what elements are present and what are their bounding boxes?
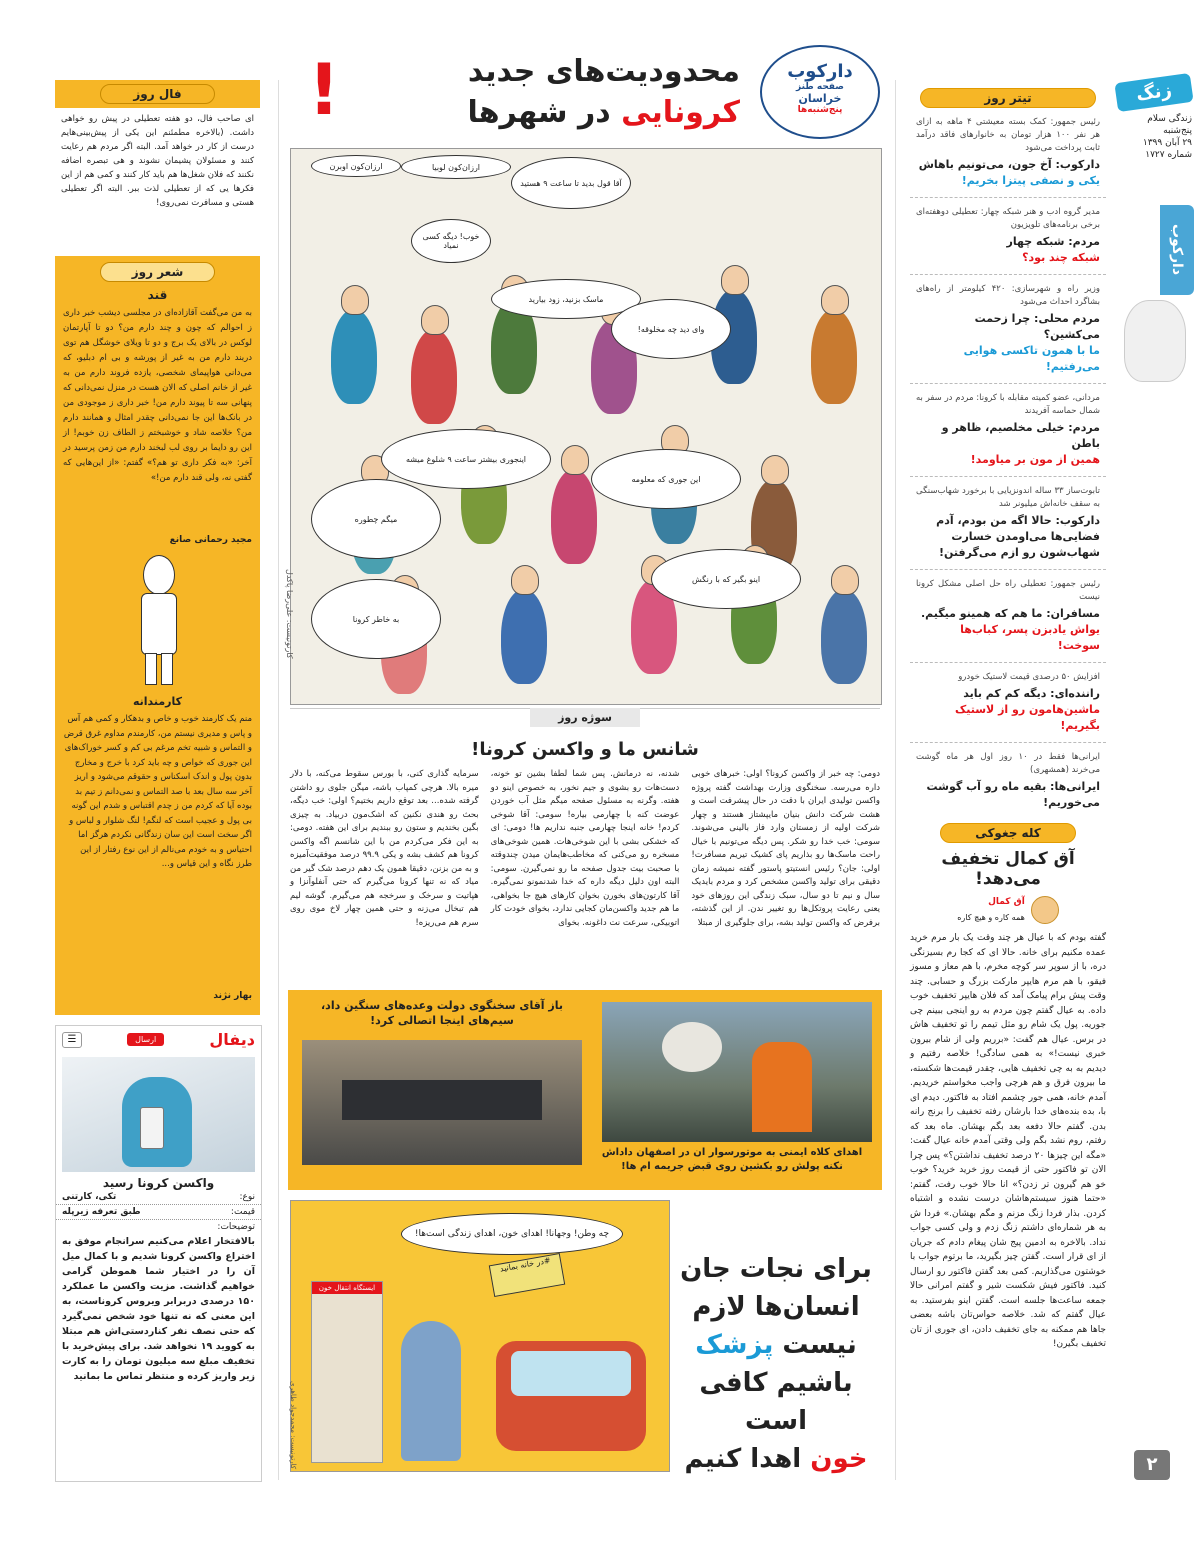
masthead-logo: زنگ [1114,73,1193,112]
transfusion-station: ایستگاه انتقال خون [311,1281,383,1463]
speech-bubble: اینو بگیر که با رنگش [651,549,801,609]
menu-icon[interactable]: ☰ [62,1032,82,1048]
titr-item-news: رئیس جمهور: کمک بسته معیشتی ۴ ماهه به ازای هر نفر ۱۰۰ هزار تومان به خانوارهای فاقد درآمد ثابت پرداخت می‌شود [916,117,1100,153]
speech-bubble: خوب! دیگه کسی نمیاد [411,219,491,263]
column-divider [278,80,279,1480]
speech-bubble: ارزان‌کون اوبرن [311,155,401,177]
headline-exclaim: ! [308,49,340,131]
soozeh-col2: شدنه، نه درمانش. پس شما لطفا بشین تو خونه، دست‌هات رو بشوی و جیم نخور، به خصوص اینو دو هفته. وگرنه به مسئول صفحه میگم مثل آب خوردن عوضت کنه با چهارمی بیاره! سومی: آقا شوخی کردم! خانه اینجا چهارمی جنبه نداریم ها! دومی: ای که خشکی بشی با این شوخی‌هات. همین شوخی‌های مسخره رو می‌کنی که مخاطب‌هایمان میدن چندوقته با صحبت بیت جدول صفحه ما رو نمی‌گیرن. سومی: البته اون دلیل دیگه داره که خدا شدنمونو نمی‌گیره. آقا کارتون‌های بخورن بخوان کارهای هیچ جا بخواهی، ما هم جدید واکسن‌مان کجایی ندارد، بخوای خودت کار اتوبیکی، سرعت نت داغونه. بخوای [490,769,680,928]
issue-info: زندگی سلام پنج‌شنبه ۲۹ آبان ۱۳۹۹ شماره ۱۷۲۷ [1142,114,1192,160]
karmandaneh-poet: بهار نژند [213,991,252,1001]
titr-item-reply: مردم محلی: چرا زحمت می‌کشین؟ [974,312,1100,341]
titr-item-reply: ایرانی‌ها: بقیه ماه رو آب گوشت [926,780,1100,793]
titr-item-reply-highlight: یواش یادبزن پسر، کباب‌ها سوخت! [960,623,1100,652]
ad-brand: دیفال [209,1030,255,1049]
titr-item-news: مردانی، عضو کمیته مقابله با کرونا: مردم در سفر به شمال حماسه آفریدند [916,393,1100,416]
headline-block [290,40,880,140]
doctor-figure [401,1321,461,1461]
mask-icon [1124,300,1186,382]
poem-body: به من می‌گفت آقازاده‌ای در مجلسی دیشب خبر داری ز احوالم که چون و چند دارم من؟ دو تا آپارتمان لوکس در بالای یک برج و دو تا ویلای خوشگل هم توی دربند دارم من به غیر از پورشه و بی ام دبلیو، که می‌دانی هواپیمای شخصی، یازده فروند دارم من به غیر از خانم اصلی که الان هست در منزل نمی‌دانی که پنهانی سه تا پیوند دارم من! خبر داری ز موجودی من در بانک‌ها این جا نمی‌دانی چقدر امثال و همانند دارم من؟ خلاصه شاد و خوشبختم ز الطاف زن خوبم! از این رو دایما بر روی لب لبخند دارم من زمن پرسید در آخر: «به فکر داری تو هم؟» گفتم: «از این‌هایی که گفتی نه، ولی قند دارم من!» [63,308,252,483]
titr-separator [910,569,1106,570]
ad-product: واکسن کرونا رسید [102,1176,215,1190]
cartoon-credit: کارتونیست: علی‌رضا پاکدل [285,569,294,659]
column-divider [895,80,896,1480]
titr-item-news: افزایش ۵۰ درصدی قیمت لاستیک خودرو [958,672,1100,682]
titr-item-reply-highlight: ما با همون تاکسی هوایی می‌رفتیم! [963,344,1100,373]
cartoon-figure [551,469,597,564]
titr-item-reply: مسافران: ما هم که همینو میگیم. [920,607,1100,620]
ad-send-badge[interactable]: ارسال [127,1033,164,1046]
top-cartoon [285,148,882,705]
cartoon-head [721,265,749,295]
titr-item-news: وزیر راه و شهرسازی: ۴۲۰ کیلومتر از راه‌های بشاگرد احداث می‌شود [916,284,1100,307]
soozeh-col3: سرمایه گذاری کنی، با بورس سقوط می‌کنه، با دلار میره بالا. هرچی کمپاب باشه، میگن جلوی رو داشتن گرفته شده... بعد توقع داریم بختیم؟ اولی: خب دیگه، بحث رو هندی نکنین که اشک‌مون دربیاد. به چیزی بگین بخندیم و ستون رو ببندیم برای این هفته. دومی: به این فکر می‌کردم من با این شانسم اگه واکسن کرونا هم کشف بشه و یکی ۹۹.۹ درصد موفقیت‌آمیزه و به من بزنن، دقیقا همون یک دهم درصد شک گیر من میاد که نه تنها کرونا می‌گیرم که حتی آنفلوآنزا و هپاتیت و سرخک و سرخجه هم می‌گیرم. گوشه لیم هم تبخال می‌زنه و حتی همین چهار لاخ موی روی سرم هم می‌ریزه! [289,769,479,928]
section-tab-darkoob[interactable]: دارکوب [1160,205,1194,295]
soozeh-section [290,708,880,978]
speech-bubble: به خاطر کرونا [311,579,441,659]
ad-desc-label: توضیحات: [217,1222,255,1232]
kaleh-author: آق کمال [988,897,1025,907]
titr-item [910,114,1106,191]
left-yellow-column [55,80,260,1015]
speech-bubble: میگم چطوره [311,479,441,559]
photo-right [602,1002,872,1142]
cartoon-head [831,565,859,595]
speech-bubble: ماسک بزنید، زود بیارید [491,279,641,319]
poem-title: قند [147,288,168,302]
speech-bubble: اینجوری بیشتر ساعت ۹ شلوغ میشه [381,429,551,489]
titr-separator [910,742,1106,743]
cartoon-head [561,445,589,475]
titr-item [910,483,1106,563]
titr-item-news: رئیس جمهور: تعطیلی راه حل اصلی مشکل کرونا نیست [916,579,1100,602]
headline-part2: در شهرها [467,95,611,130]
titr-item-reply-highlight: ماشین‌هامون رو از لاستیک بگیریم! [954,703,1100,732]
caption-right: اهدای کلاه ایمنی به موتورسوار ان در اصفهان داداش نکنه پولش رو بکشین روی قبض جریمه ام ها! [601,1147,863,1172]
cartoon-figure [411,329,457,424]
soozeh-col1: دومی: چه خبر از واکسن کرونا؟ اولی: خبرهای خوبی داره می‌رسه. سخنگوی وزارت بهداشت گفته پروژه واکسن تولیدی ایران با دقت در حال پیشرفت است و هشت شرکت دانش بنیان مایپشتاز هستند و چهار شرکت اولیه از زمستان وارد فاز بالینی می‌شوند. سومی: خب خدا رو شکر. پس دیگه می‌تونیم با خیال راحت ماسک‌ها رو بذاریم پای کشیک تیریم مسافرت! اولی: جان؟ رئیس انستیتو پاستور گفته نمیشه زمان دقیقی برای تولید واکسن مشخص کرد و مردم بایدیک سال و نیم تا دو سال، سبک زندگی این روزهای خود یعنی رعایت پروتکل‌ها رو تغییر ندن. از این گذشته، برفرض که واکسن تولید بشه، برای جلوگیری از مبتلا [691,769,880,928]
titr-item [910,669,1106,736]
titr-item-reply-highlight: می‌خوریم! [1043,796,1100,809]
author-avatar [1031,896,1059,924]
ad-box [55,1025,262,1482]
ad-price-value: طبق تعرفه زیرپله [62,1207,141,1217]
speech-bubble: این جوری که معلومه [591,449,741,509]
titr-item-reply: مردم: خیلی مخلصیم، ظاهر و باطن [941,421,1100,450]
titr-item [910,390,1106,470]
darkoob-badge: دارکوب صفحه طنز خراسان پنج‌شنبه‌ها [760,45,880,139]
fal-header: فال روز [100,84,215,104]
speech-bubble: آقا قول بدید تا ساعت ۹ هستید [511,157,631,209]
titr-item-news: ایرانی‌ها فقط در ۱۰ روز اول هر ماه گوشت می‌خرند (همشهری) [916,752,1101,775]
titr-item-reply-highlight: شهاب‌شون رو ازم می‌گرفتن! [939,546,1100,559]
titr-item [910,576,1106,656]
titr-rooz-header: تیتر روز [920,88,1096,108]
cartoon-head [421,305,449,335]
cartoon-figure [501,589,547,684]
ad-type-value: تکی، کارتنی [62,1192,117,1202]
titr-separator [910,662,1106,663]
titr-separator [910,383,1106,384]
titr-item-reply: مردم: شبکه چهار [1006,235,1100,248]
blood-credit: کارتونیست: محمدجواد طاهری [289,1381,297,1470]
kaleh-author-sub: همه کاره و هیچ کاره [957,913,1025,922]
cartoon-figure [811,309,857,404]
titr-item-reply-highlight: یکی و نصفی پیتزا بخریم! [961,174,1100,187]
titr-item-reply-highlight: شبکه چند بود؟ [1022,251,1100,264]
titr-separator [910,274,1106,275]
kaleh-header: کله جغوکی [940,823,1076,843]
masthead [1116,78,1192,161]
karmandaneh-title: کارمندانه [132,695,183,708]
speech-bubble: ارزان‌کون لوبیا [401,155,511,179]
photo-left [302,1040,582,1165]
sher-header: شعر روز [100,262,215,282]
ad-desc: بالافتخار اعلام می‌کنیم سرانجام موفق به اختراع واکسن کرونا شدیم و با کمال میل آن را در اختیار شما هموطن گرامی خواهیم گذاشت. مزیت واکسن ما عملکرد ۱۵۰ درصدی دربرابر ویروس کروناست، به این معنی که نه تنها خود شخص نمی‌گیرد که حتی نصف نفر کناردستی‌اش هم مبتلا به کووید ۱۹ نخواهد شد. برای پیش‌خرید با تخفیف مبلغ سه میلیون تومان را به کارت زیر واریز کرده و منتظر تماس ما بمانید [62,1236,255,1382]
titr-item-reply: دارکوب: حالا اگه من بودم، آدم فضایی‌ها می‌اومدن خسارت [936,514,1100,543]
page-number: ۲ [1134,1450,1170,1480]
blood-cartoon [290,1200,670,1472]
titr-rooz-column [910,80,1106,1506]
clerk-illustration [123,555,193,685]
blood-slogan: برای نجات جان انسان‌ها لازم نیست پزشک باشیم کافی است خون اهدا کنیم [680,1254,872,1474]
karmandaneh-body: منم یک کارمند خوب و خاص و بدهکار و کمی هم آس و پاس و مدیری نیستم من، کارمندم مداوم غرق قرض و التماس و شبیه تخم مرغم بی کم و کسر خوراک‌های این جوری که خواص و چه باید کرد با خرج و مخارج بدون پول و اندک اسکناس و حقوقم می‌شود و اریز آخر سه سال بعد با صد التماس و نمی‌دانم ز تیم بد بوده آیا که کردم من ز چدم اقتباس و شدم این گونه بی پول و عجیب است که لنگم! لنگ شلوار و لباس و اگر سخت است این سان زندگانی نکردم هرگز اما احتیاس و به خودم می‌نالم از این نوع رفتار از این طرز نگاه و این قیاس و... [63,714,252,869]
titr-item [910,749,1106,813]
cartoon-banner: #در خانه بمانید [489,1253,565,1297]
kaleh-body: گفته بودم که با عیال هر چند وقت یک بار مرم خرید عمده مکنیم برای خانه. حالا ای که کجا رم بسیزنگی دره، با از سوپر سر کوچه مخرم، با هم معاز و مسوز فیقو، با هم مرم هایپر مارکت بزرگ و حسابی. چند وقت پیش برام پیامک آمد که فلان هایپر تخفیف خوب داده. به عیال گفتم چون مردم به رو اینجی ببینم چی جوریه. پول یک شام رو مثل تیمم را تو تخفیف هاش در برس. عیال هم گفت: «برریم ولی از شام بیرون خبری نیست!» به همی سادگی! خلاصه رفتیم و دیدیم به به چی تخفیف هایی، چقدر قیمت‌ها شکسته، ما بیرون فرق و هم هرچی واجب مخواستم خریدیم. آمدم خانه، همی جور چشمم افتاد به فاکتور. دیدم ای با، بده بنده‌های خدا بارشان رفته تخفیف را برنج رانه بدن. گفتم حالا دفعه بعد بگم بهشان. ماه بعد که رفتم، روم نشد بگم ولی وقتی آمدم خانه عیال گفت: «مگه این چیزها ۲۰ درصد تخفیف نداشتن؟» پس چرا الان تو فاکتور حتی از قیمت روز خرید خرید؟ خوب خو هم گیرون تر زدن؟» انا حالا خوب رفت، گفتم: «حتما هنوز سیستم‌هاشان درست نشده و اشتباه کردن. بذار فردا زنگ مزنم و مگم بهشان.» فردا ش به هر شماره‌ای داشتم زنگ زدم و ولی کسی جواب نداد. بالاخره به ادمین پیج شان پیغام دادم که جریان از ای قرار است. گفتن چیز بگیرید، ما برتوم جواب با خوشتون می‌گذاریم. کمی بعد گفتن فاکتور رو ارسال کنید. فاکتور فیش شکست شیر و گفتم امرانی حالا جمعه ساعت‌ها جلسه است. گفتن اینو بفرستید. به عیال گفتم که شد. خلاصه حواس‌تان باشه بعضی جاها هم ممکنه به جای تخفیف دادن، ای جوری از تان تخفیف بگیرن! [910,933,1107,1349]
car-window [511,1351,631,1396]
caption-left: باز آقای سخنگوی دولت وعده‌های سنگین داد، سیم‌های اینجا اتصالی کرد! [321,999,563,1027]
titr-item-news: تابوت‌ساز ۳۳ ساله اندونزیایی با برخورد شهاب‌سنگی به سقف خانه‌اش میلیونر شد [916,486,1100,509]
titr-separator [910,197,1106,198]
cartoon-figure [331,309,377,404]
ad-photo [62,1057,255,1172]
headline-part1: محدودیت‌های جدید [467,54,740,89]
cartoon-figure [821,589,867,684]
titr-item-reply: راننده‌ای: دیگه کم کم باید [963,687,1100,700]
cartoon-head [761,455,789,485]
titr-item-reply: دارکوب: آخ جون، می‌تونیم باهاش [918,158,1100,171]
soozeh-title: شانس ما و واکسن کرونا! [471,739,699,760]
cartoon-head [511,565,539,595]
titr-separator [910,476,1106,477]
kaleh-headline: آق کمال تخفیف می‌دهد! [941,849,1075,889]
ad-price-label: قیمت: [230,1207,255,1217]
speech-bubble: وای دید چه مخلوقه! [611,299,731,359]
fal-body: ای صاحب فال، دو هفته تعطیلی در پیش رو خواهی داشت. (بالاخره مطمئنم این یکی از پیش‌بینی‌هایم درست از کار در خواهد آمد. البته اگر مردم هم رعایت کنند و مسئولان پشیمان نشوند و هی تبصره اضافه نکنند که فلان شغل‌ها هم باید کار کنند و کمی هم از این فکرها یی که از تعطیلی لذت ببر. البته اگر تعطیلی هستی و مسافرت نمی‌روی! [55,108,260,256]
titr-item [910,204,1106,268]
poet-name: مجید رحمانی صانع [169,535,252,545]
ad-type-label: نوع: [239,1192,255,1202]
cartoon-bubble: چه وطن! وجهانا! اهدای خون، اهدای زندگی است‌ها! [401,1213,623,1255]
soozeh-label: سوژه روز [530,708,640,727]
titr-item-news: مدیر گروه ادب و هنر شبکه چهار: تعطیلی دوهفته‌ای برخی برنامه‌های تلویزیون [916,207,1100,230]
cartoon-head [821,285,849,315]
titr-item [910,281,1106,377]
headline-highlight: کرونایی [621,95,740,130]
photos-section [288,990,882,1190]
titr-item-reply-highlight: همین از مون بر میاومد! [970,453,1100,466]
cartoon-head [341,285,369,315]
